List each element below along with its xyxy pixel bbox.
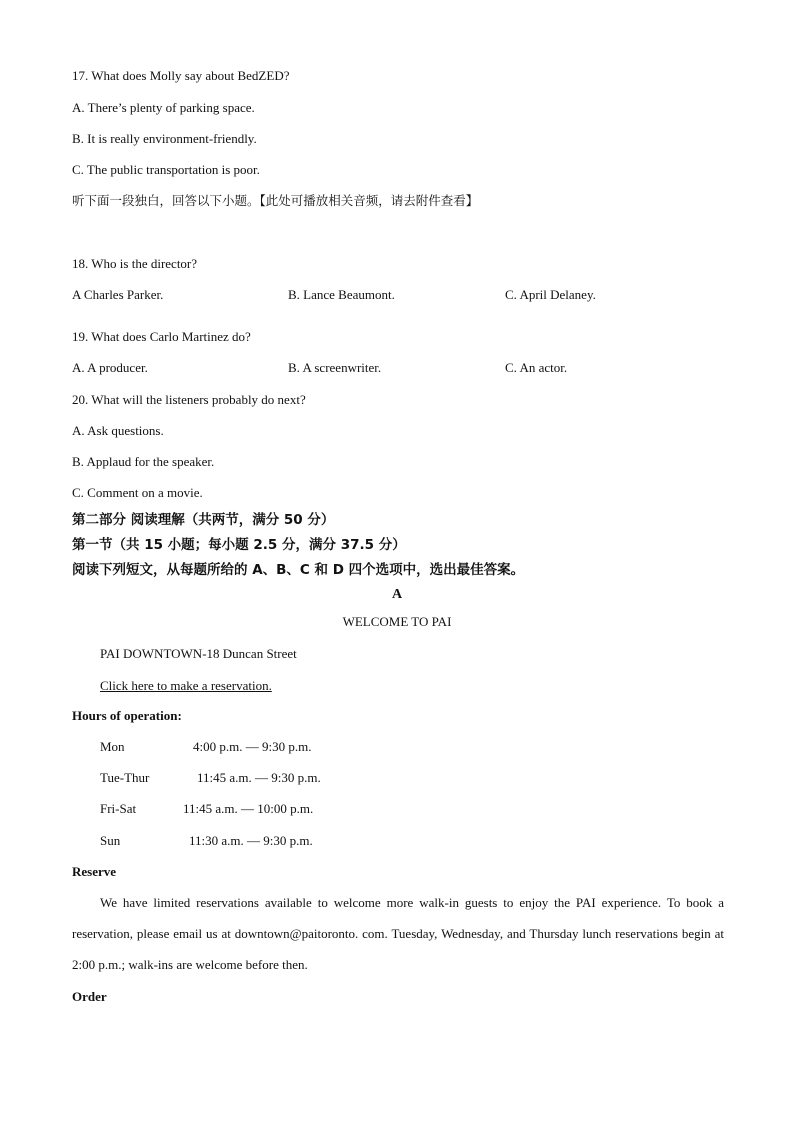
hours-time: 11:45 a.m. — 9:30 p.m.: [197, 770, 321, 785]
section-part2-sec1-heading: 第一节（共 15 小题；每小题 2.5 分，满分 37.5 分）: [72, 537, 406, 553]
hours-day: Fri-Sat: [100, 801, 137, 816]
reservation-link[interactable]: Click here to make a reservation.: [100, 678, 272, 693]
passage-letter: A: [391, 587, 403, 602]
hours-day: Tue-Thur: [100, 770, 150, 785]
q17-option-b: B. It is really environment-friendly.: [72, 131, 257, 146]
hours-day: Sun: [100, 833, 121, 848]
q20-option-c: C. Comment on a movie.: [72, 485, 203, 500]
q20-question: 20. What will the listeners probably do next?: [72, 392, 306, 407]
hours-time: 11:45 a.m. — 10:00 p.m.: [183, 801, 314, 816]
hours-time: 11:30 a.m. — 9:30 p.m.: [189, 833, 313, 848]
restaurant-address: PAI DOWNTOWN-18 Duncan Street: [100, 646, 297, 661]
q17-option-c: C. The public transportation is poor.: [72, 162, 260, 177]
q18-option-c: C. April Delaney.: [505, 287, 596, 302]
passage-title: WELCOME TO PAI: [342, 614, 452, 629]
reserve-heading: Reserve: [72, 864, 117, 879]
q17-question: 17. What does Molly say about BedZED?: [72, 68, 290, 83]
section-instruction: 阅读下列短文，从每题所给的 A、B、C 和 D 四个选项中，选出最佳答案。: [72, 562, 525, 578]
q19-option-c: C. An actor.: [505, 360, 568, 375]
q18-option-a: A Charles Parker.: [72, 287, 164, 302]
q20-option-b: B. Applaud for the speaker.: [72, 454, 215, 469]
reserve-paragraph: We have limited reservations available to welcome more walk-in guests to enjoy the PAI experience. To book a reservation, please email us at downtown@paitoronto. com. Tuesday, Wednesday, and Thursday lunch reservations begin at 2:00 p.m.; walk-ins are welcome before then.: [72, 895, 724, 972]
q20-option-a: A. Ask questions.: [72, 423, 164, 438]
listening-instruction: 听下面一段独白，回答以下小题。【此处可播放相关音频，请去附件查看】: [72, 193, 479, 208]
section-part2-heading: 第二部分 阅读理解（共两节，满分 50 分）: [72, 512, 335, 528]
q19-question: 19. What does Carlo Martinez do?: [72, 329, 251, 344]
q18-option-b: B. Lance Beaumont.: [288, 287, 395, 302]
q19-option-a: A. A producer.: [72, 360, 148, 375]
q17-option-a: A. There’s plenty of parking space.: [72, 100, 255, 115]
q18-question: 18. Who is the director?: [72, 256, 198, 271]
order-heading: Order: [72, 989, 107, 1004]
hours-time: 4:00 p.m. — 9:30 p.m.: [193, 739, 312, 754]
hours-heading: Hours of operation:: [72, 708, 182, 723]
hours-day: Mon: [100, 739, 125, 754]
q19-option-b: B. A screenwriter.: [288, 360, 382, 375]
